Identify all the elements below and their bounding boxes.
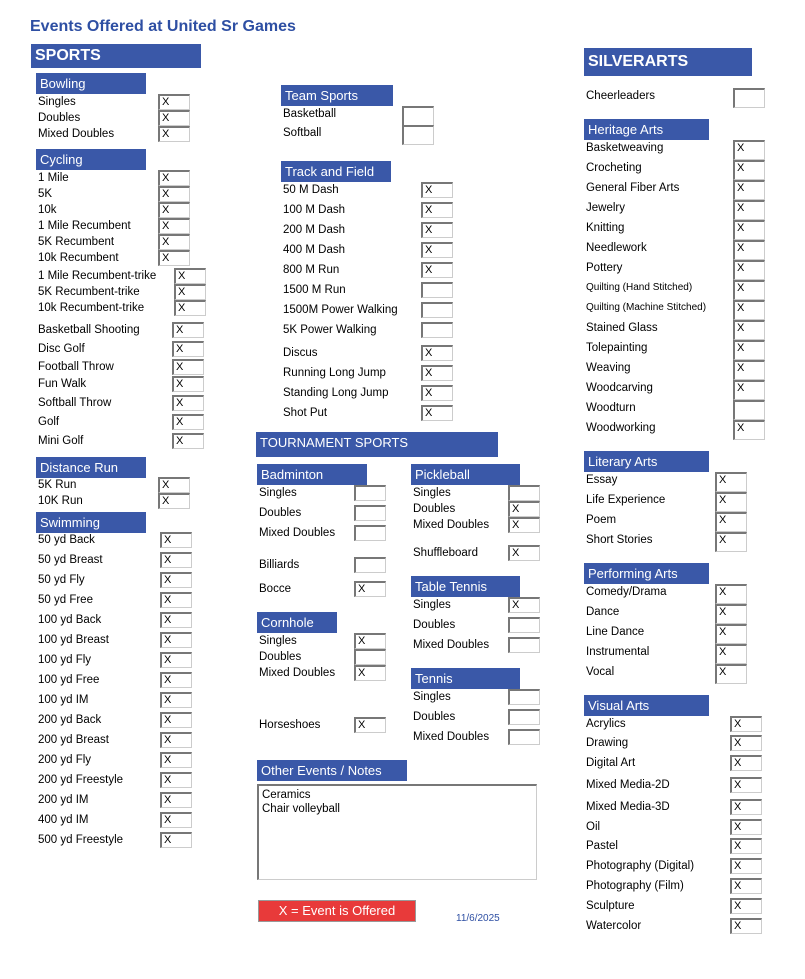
event-label-1-mile-recumbent: 1 Mile Recumbent: [38, 220, 131, 232]
event-label-quilting-hand-stitched: Quilting (Hand Stitched): [586, 282, 693, 293]
event-checkbox-comedy-drama[interactable]: X: [715, 584, 747, 604]
event-checkbox-fun-walk[interactable]: X: [172, 376, 204, 392]
event-label-golf: Golf: [38, 416, 60, 428]
team-sports-header: Team Sports: [281, 85, 393, 106]
event-label-tolepainting: Tolepainting: [586, 342, 648, 354]
event-label-running-long-jump: Running Long Jump: [283, 367, 386, 379]
event-label-sculpture: Sculpture: [586, 900, 635, 912]
event-label-50-yd-free: 50 yd Free: [38, 594, 93, 606]
event-checkbox-weaving[interactable]: X: [733, 360, 765, 380]
event-checkbox-basketball-shooting[interactable]: X: [172, 322, 204, 338]
event-label-1-mile: 1 Mile: [38, 172, 69, 184]
event-checkbox-softball-throw[interactable]: X: [172, 395, 204, 411]
event-label-100-yd-back: 100 yd Back: [38, 614, 102, 626]
event-checkbox-cheerleaders[interactable]: [733, 88, 765, 108]
event-checkbox-sculpture[interactable]: X: [730, 898, 762, 914]
event-label-basketball: Basketball: [283, 108, 337, 120]
event-label-doubles: Doubles: [259, 507, 302, 519]
event-label-50-yd-breast: 50 yd Breast: [38, 554, 103, 566]
event-label-mixed-doubles: Mixed Doubles: [413, 731, 490, 743]
event-checkbox-1-mile-recumbent[interactable]: X: [158, 218, 190, 234]
event-checkbox-woodcarving[interactable]: X: [733, 380, 765, 400]
event-label-5k: 5K: [38, 188, 53, 200]
event-label-jewelry: Jewelry: [586, 202, 625, 214]
tennis-header: Tennis: [411, 668, 520, 689]
event-checkbox-100-yd-fly[interactable]: X: [160, 652, 192, 668]
swimming-header: Swimming: [36, 512, 146, 533]
event-label-mixed-media-2d: Mixed Media-2D: [586, 779, 670, 791]
event-checkbox-standing-long-jump[interactable]: X: [421, 385, 453, 401]
event-label-doubles: Doubles: [259, 651, 302, 663]
event-label-line-dance: Line Dance: [586, 626, 645, 638]
event-label-woodcarving: Woodcarving: [586, 382, 653, 394]
event-checkbox-oil[interactable]: X: [730, 819, 762, 835]
event-checkbox-doubles[interactable]: X: [158, 110, 190, 126]
event-checkbox-disc-golf[interactable]: X: [172, 341, 204, 357]
event-checkbox-50-yd-breast[interactable]: X: [160, 552, 192, 568]
event-label-mixed-doubles: Mixed Doubles: [38, 128, 115, 140]
event-label-100-yd-im: 100 yd IM: [38, 694, 89, 706]
event-label-general-fiber-arts: General Fiber Arts: [586, 182, 680, 194]
event-checkbox-800-m-run[interactable]: X: [421, 262, 453, 278]
event-checkbox-mixed-media-3d[interactable]: X: [730, 799, 762, 815]
event-checkbox-short-stories[interactable]: X: [715, 532, 747, 552]
event-label-100-yd-fly: 100 yd Fly: [38, 654, 92, 666]
event-checkbox-100-m-dash[interactable]: X: [421, 202, 453, 218]
date-stamp: 11/6/2025: [456, 913, 500, 924]
event-label-singles: Singles: [413, 487, 451, 499]
event-label-mixed-doubles: Mixed Doubles: [413, 639, 490, 651]
event-label-crocheting: Crocheting: [586, 162, 642, 174]
event-checkbox-5k-recumbent[interactable]: X: [158, 234, 190, 250]
event-label-basketball-shooting: Basketball Shooting: [38, 324, 140, 336]
event-checkbox-5k-run[interactable]: X: [158, 477, 190, 493]
event-checkbox-mixed-doubles[interactable]: [508, 729, 540, 745]
badminton-header: Badminton: [257, 464, 367, 485]
event-label-softball-throw: Softball Throw: [38, 397, 112, 409]
event-label-horseshoes: Horseshoes: [259, 719, 321, 731]
event-checkbox-doubles[interactable]: [354, 505, 386, 521]
event-label-bocce: Bocce: [259, 583, 291, 595]
event-label-doubles: Doubles: [38, 112, 81, 124]
event-label-cheerleaders: Cheerleaders: [586, 90, 656, 102]
event-checkbox-needlework[interactable]: X: [733, 240, 765, 260]
event-checkbox-10k-recumbent[interactable]: X: [158, 250, 190, 266]
event-label-dance: Dance: [586, 606, 620, 618]
event-label-800-m-run: 800 M Run: [283, 264, 340, 276]
event-label-digital-art: Digital Art: [586, 757, 636, 769]
event-label-singles: Singles: [259, 635, 297, 647]
event-label-50-m-dash: 50 M Dash: [283, 184, 339, 196]
event-label-weaving: Weaving: [586, 362, 631, 374]
event-checkbox-10k-run[interactable]: X: [158, 493, 190, 509]
table-tennis-header: Table Tennis: [411, 576, 520, 597]
event-checkbox-mixed-media-2d[interactable]: X: [730, 777, 762, 793]
event-label-knitting: Knitting: [586, 222, 625, 234]
event-checkbox-shot-put[interactable]: X: [421, 405, 453, 421]
event-label-football-throw: Football Throw: [38, 361, 114, 373]
event-checkbox-quilting-hand-stitched[interactable]: X: [733, 280, 765, 300]
event-checkbox-5k-recumbent-trike[interactable]: X: [174, 284, 206, 300]
event-label-singles: Singles: [413, 599, 451, 611]
event-checkbox-quilting-machine-stitched[interactable]: X: [733, 300, 765, 320]
cornhole-header: Cornhole: [257, 612, 337, 633]
event-checkbox-100-yd-free[interactable]: X: [160, 672, 192, 688]
cycling-header: Cycling: [36, 149, 146, 170]
event-checkbox-instrumental[interactable]: X: [715, 644, 747, 664]
event-label-poem: Poem: [586, 514, 617, 526]
event-checkbox-stained-glass[interactable]: X: [733, 320, 765, 340]
event-label-200-yd-breast: 200 yd Breast: [38, 734, 109, 746]
other-events-header: Other Events / Notes: [257, 760, 407, 781]
event-label-photography-film: Photography (Film): [586, 880, 684, 892]
event-label-vocal: Vocal: [586, 666, 615, 678]
event-label-stained-glass: Stained Glass: [586, 322, 658, 334]
event-label-drawing: Drawing: [586, 737, 629, 749]
event-checkbox-doubles[interactable]: [508, 617, 540, 633]
event-label-10k-run: 10K Run: [38, 495, 83, 507]
event-checkbox-life-experience[interactable]: X: [715, 492, 747, 512]
event-checkbox-200-yd-back[interactable]: X: [160, 712, 192, 728]
event-label-doubles: Doubles: [413, 619, 456, 631]
event-label-mixed-doubles: Mixed Doubles: [259, 527, 336, 539]
event-checkbox-general-fiber-arts[interactable]: X: [733, 180, 765, 200]
event-label-mixed-media-3d: Mixed Media-3D: [586, 801, 670, 813]
event-checkbox-mixed-doubles[interactable]: X: [158, 126, 190, 142]
event-checkbox-horseshoes[interactable]: X: [354, 717, 386, 733]
event-label-10k-recumbent: 10k Recumbent: [38, 252, 119, 264]
event-label-50-yd-fly: 50 yd Fly: [38, 574, 85, 586]
event-label-100-yd-free: 100 yd Free: [38, 674, 100, 686]
visual-arts-header: Visual Arts: [584, 695, 709, 716]
event-checkbox-watercolor[interactable]: X: [730, 918, 762, 934]
event-checkbox-mixed-doubles[interactable]: [354, 525, 386, 541]
event-checkbox-50-m-dash[interactable]: X: [421, 182, 453, 198]
event-checkbox-line-dance[interactable]: X: [715, 624, 747, 644]
event-label-1500-m-run: 1500 M Run: [283, 284, 346, 296]
event-checkbox-crocheting[interactable]: X: [733, 160, 765, 180]
event-label-400-yd-im: 400 yd IM: [38, 814, 89, 826]
event-label-needlework: Needlework: [586, 242, 647, 254]
event-checkbox-doubles[interactable]: [354, 649, 386, 665]
event-checkbox-50-yd-back[interactable]: X: [160, 532, 192, 548]
event-checkbox-mixed-doubles[interactable]: X: [354, 665, 386, 681]
event-checkbox-photography-film[interactable]: X: [730, 878, 762, 894]
event-checkbox-400-yd-im[interactable]: X: [160, 812, 192, 828]
event-label-quilting-machine-stitched: Quilting (Machine Stitched): [586, 302, 707, 313]
event-checkbox-football-throw[interactable]: X: [172, 359, 204, 375]
event-label-softball: Softball: [283, 127, 322, 139]
event-checkbox-mixed-doubles[interactable]: [508, 637, 540, 653]
event-checkbox-vocal[interactable]: X: [715, 664, 747, 684]
event-label-singles: Singles: [38, 96, 76, 108]
event-label-5k-power-walking: 5K Power Walking: [283, 324, 377, 336]
event-checkbox-pottery[interactable]: X: [733, 260, 765, 280]
event-label-50-yd-back: 50 yd Back: [38, 534, 95, 546]
event-label-discus: Discus: [283, 347, 318, 359]
event-checkbox-5k-power-walking[interactable]: [421, 322, 453, 338]
event-checkbox-50-yd-free[interactable]: X: [160, 592, 192, 608]
event-checkbox-drawing[interactable]: X: [730, 735, 762, 751]
event-label-200-m-dash: 200 M Dash: [283, 224, 346, 236]
event-checkbox-singles[interactable]: X: [158, 94, 190, 110]
event-checkbox-discus[interactable]: X: [421, 345, 453, 361]
event-label-400-m-dash: 400 M Dash: [283, 244, 346, 256]
event-checkbox-100-yd-breast[interactable]: X: [160, 632, 192, 648]
event-checkbox-1-mile[interactable]: X: [158, 170, 190, 186]
event-label-short-stories: Short Stories: [586, 534, 653, 546]
event-checkbox-100-yd-back[interactable]: X: [160, 612, 192, 628]
event-checkbox-50-yd-fly[interactable]: X: [160, 572, 192, 588]
event-checkbox-photography-digital[interactable]: X: [730, 858, 762, 874]
page-title: Events Offered at United Sr Games: [30, 18, 296, 35]
event-label-200-yd-im: 200 yd IM: [38, 794, 89, 806]
event-checkbox-mixed-doubles[interactable]: X: [508, 517, 540, 533]
event-checkbox-jewelry[interactable]: X: [733, 200, 765, 220]
event-label-mixed-doubles: Mixed Doubles: [413, 519, 490, 531]
event-label-5k-recumbent-trike: 5K Recumbent-trike: [38, 286, 140, 298]
event-label-pastel: Pastel: [586, 840, 618, 852]
event-label-shot-put: Shot Put: [283, 407, 328, 419]
event-checkbox-doubles[interactable]: [508, 709, 540, 725]
event-label-pottery: Pottery: [586, 262, 623, 274]
heritage-arts-header: Heritage Arts: [584, 119, 709, 140]
event-checkbox-bocce[interactable]: X: [354, 581, 386, 597]
event-label-doubles: Doubles: [413, 711, 456, 723]
event-checkbox-basketweaving[interactable]: X: [733, 140, 765, 160]
event-label-photography-digital: Photography (Digital): [586, 860, 695, 872]
event-label-watercolor: Watercolor: [586, 920, 642, 932]
event-checkbox-poem[interactable]: X: [715, 512, 747, 532]
literary-arts-header: Literary Arts: [584, 451, 709, 472]
event-checkbox-200-yd-im[interactable]: X: [160, 792, 192, 808]
event-label-200-yd-freestyle: 200 yd Freestyle: [38, 774, 124, 786]
event-checkbox-woodturn[interactable]: [733, 400, 765, 420]
event-label-comedy-drama: Comedy/Drama: [586, 586, 667, 598]
event-checkbox-5k[interactable]: X: [158, 186, 190, 202]
event-label-10k-recumbent-trike: 10k Recumbent-trike: [38, 302, 145, 314]
event-checkbox-singles[interactable]: [354, 485, 386, 501]
event-checkbox-billiards[interactable]: [354, 557, 386, 573]
event-checkbox-woodworking[interactable]: X: [733, 420, 765, 440]
event-checkbox-10k-recumbent-trike[interactable]: X: [174, 300, 206, 316]
event-label-5k-recumbent: 5K Recumbent: [38, 236, 115, 248]
legend-badge: X = Event is Offered: [258, 900, 416, 922]
event-checkbox-digital-art[interactable]: X: [730, 755, 762, 771]
event-label-woodturn: Woodturn: [586, 402, 636, 414]
event-label-10k: 10k: [38, 204, 57, 216]
event-checkbox-dance[interactable]: X: [715, 604, 747, 624]
track-field-header: Track and Field: [281, 161, 391, 182]
event-checkbox-400-m-dash[interactable]: X: [421, 242, 453, 258]
event-label-life-experience: Life Experience: [586, 494, 666, 506]
event-label-mixed-doubles: Mixed Doubles: [259, 667, 336, 679]
event-label-5k-run: 5K Run: [38, 479, 77, 491]
event-label-essay: Essay: [586, 474, 618, 486]
pickleball-header: Pickleball: [411, 464, 520, 485]
silverarts-header: SILVERARTS: [584, 48, 752, 76]
event-checkbox-1500-m-run[interactable]: [421, 282, 453, 298]
event-label-standing-long-jump: Standing Long Jump: [283, 387, 389, 399]
event-checkbox-singles[interactable]: X: [508, 597, 540, 613]
event-label-basketweaving: Basketweaving: [586, 142, 664, 154]
event-checkbox-shuffleboard[interactable]: X: [508, 545, 540, 561]
event-checkbox-running-long-jump[interactable]: X: [421, 365, 453, 381]
event-checkbox-1500m-power-walking[interactable]: [421, 302, 453, 318]
event-label-oil: Oil: [586, 821, 601, 833]
event-checkbox-100-yd-im[interactable]: X: [160, 692, 192, 708]
event-label-1500m-power-walking: 1500M Power Walking: [283, 304, 398, 316]
event-label-mini-golf: Mini Golf: [38, 435, 84, 447]
event-label-1-mile-recumbent-trike: 1 Mile Recumbent-trike: [38, 270, 157, 282]
event-label-doubles: Doubles: [413, 503, 456, 515]
event-checkbox-200-m-dash[interactable]: X: [421, 222, 453, 238]
event-checkbox-mini-golf[interactable]: X: [172, 433, 204, 449]
performing-arts-header: Performing Arts: [584, 563, 709, 584]
event-label-disc-golf: Disc Golf: [38, 343, 85, 355]
event-checkbox-softball[interactable]: [402, 125, 434, 145]
event-label-100-yd-breast: 100 yd Breast: [38, 634, 109, 646]
event-checkbox-10k[interactable]: X: [158, 202, 190, 218]
event-label-100-m-dash: 100 M Dash: [283, 204, 346, 216]
distance-run-header: Distance Run: [36, 457, 146, 478]
event-checkbox-singles[interactable]: X: [354, 633, 386, 649]
sports-header: SPORTS: [31, 44, 201, 68]
bowling-header: Bowling: [36, 73, 146, 94]
event-label-200-yd-fly: 200 yd Fly: [38, 754, 92, 766]
tournament-header: TOURNAMENT SPORTS: [256, 432, 498, 457]
event-label-billiards: Billiards: [259, 559, 300, 571]
event-label-500-yd-freestyle: 500 yd Freestyle: [38, 834, 124, 846]
event-label-acrylics: Acrylics: [586, 718, 626, 730]
event-checkbox-tolepainting[interactable]: X: [733, 340, 765, 360]
event-label-shuffleboard: Shuffleboard: [413, 547, 479, 559]
notes-box[interactable]: Ceramics Chair volleyball: [257, 784, 537, 880]
event-label-singles: Singles: [259, 487, 297, 499]
event-checkbox-200-yd-breast[interactable]: X: [160, 732, 192, 748]
event-checkbox-500-yd-freestyle[interactable]: X: [160, 832, 192, 848]
event-checkbox-singles[interactable]: [508, 689, 540, 705]
event-label-woodworking: Woodworking: [586, 422, 656, 434]
event-checkbox-acrylics[interactable]: X: [730, 716, 762, 732]
event-checkbox-knitting[interactable]: X: [733, 220, 765, 240]
event-checkbox-doubles[interactable]: X: [508, 501, 540, 517]
event-checkbox-singles[interactable]: [508, 485, 540, 501]
event-checkbox-golf[interactable]: X: [172, 414, 204, 430]
event-checkbox-basketball[interactable]: [402, 106, 434, 126]
event-checkbox-200-yd-freestyle[interactable]: X: [160, 772, 192, 788]
event-checkbox-pastel[interactable]: X: [730, 838, 762, 854]
event-label-200-yd-back: 200 yd Back: [38, 714, 102, 726]
event-label-instrumental: Instrumental: [586, 646, 650, 658]
event-checkbox-essay[interactable]: X: [715, 472, 747, 492]
event-checkbox-1-mile-recumbent-trike[interactable]: X: [174, 268, 206, 284]
event-label-fun-walk: Fun Walk: [38, 378, 87, 390]
event-checkbox-200-yd-fly[interactable]: X: [160, 752, 192, 768]
event-label-singles: Singles: [413, 691, 451, 703]
